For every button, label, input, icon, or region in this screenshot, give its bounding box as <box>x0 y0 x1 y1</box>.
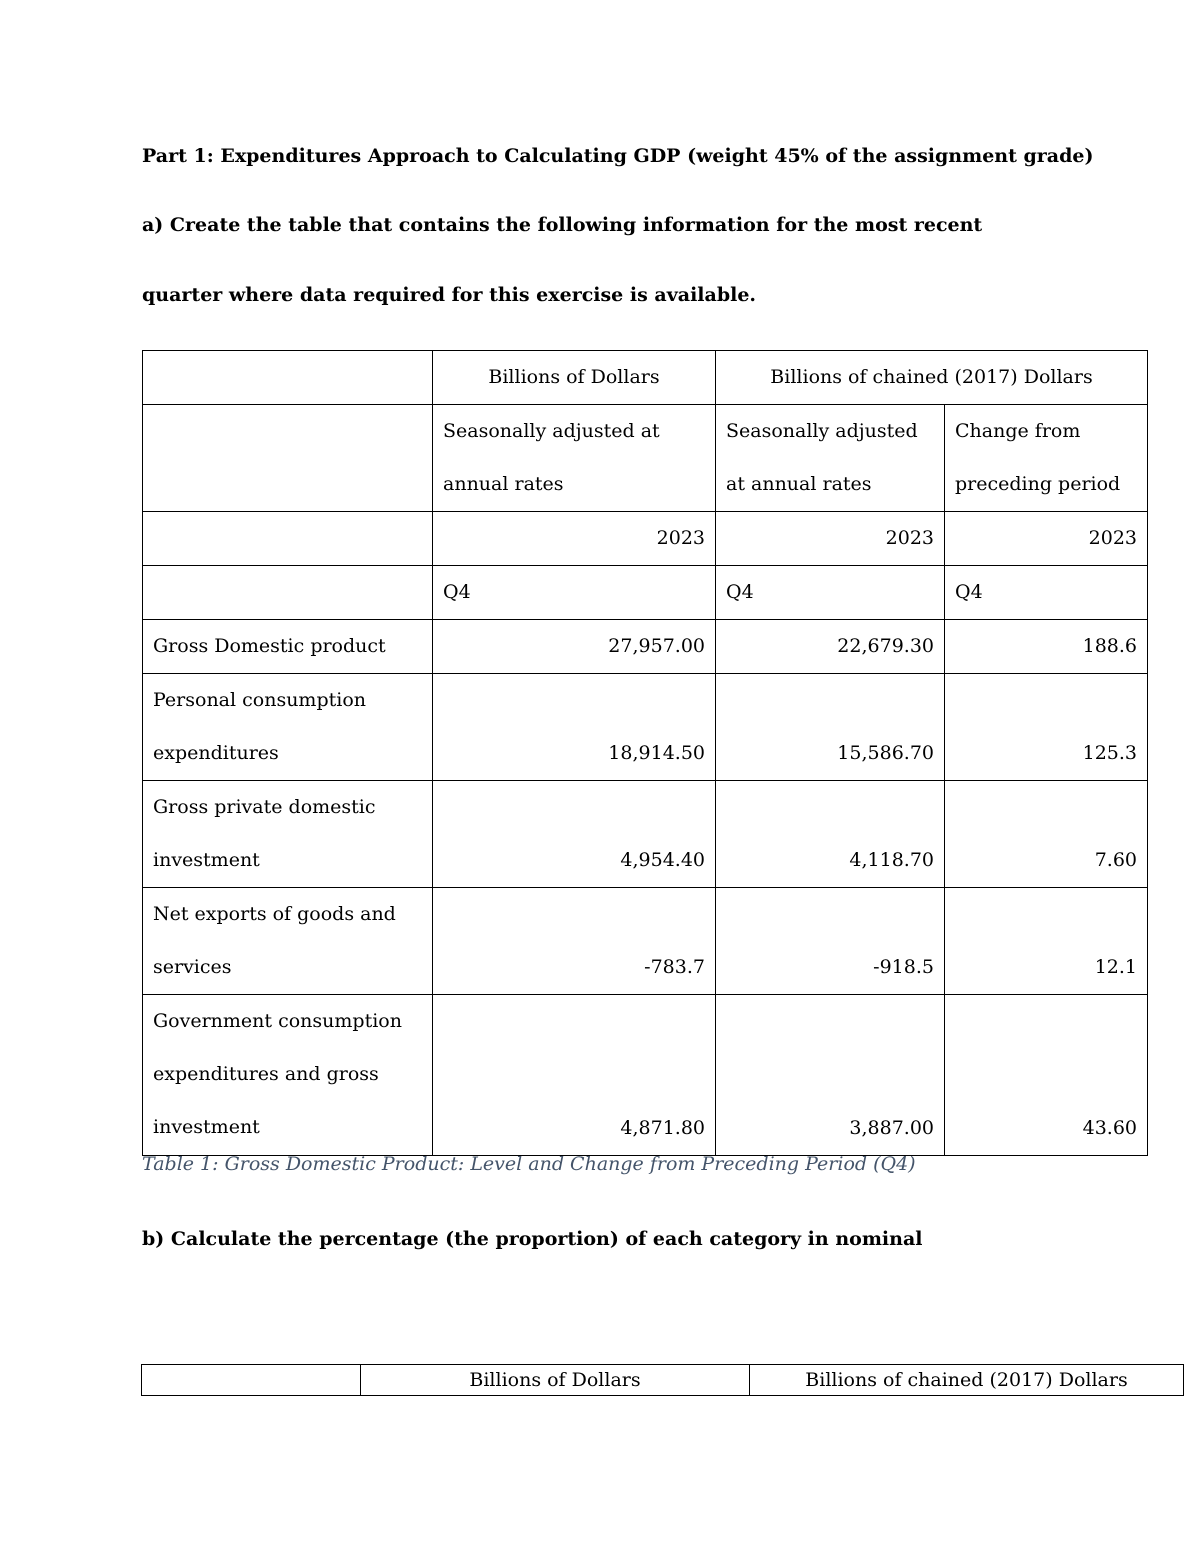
header-change-sub: Change from preceding period <box>945 405 1148 512</box>
header-real-group: Billions of chained (2017) Dollars <box>716 351 1148 405</box>
real-value: 15,586.70 <box>716 674 945 781</box>
change-value: 7.60 <box>945 781 1148 888</box>
part1-heading: Part 1: Expenditures Approach to Calculating GDP (weight 45% of the assignment grade) <box>142 145 1094 167</box>
nominal-value: 27,957.00 <box>433 620 716 674</box>
header-row-quarter <box>143 566 1148 620</box>
empty-cell <box>143 566 433 620</box>
quarter-cell: Q4 <box>716 566 945 620</box>
header-row-subheads <box>143 405 1148 512</box>
nominal-value: 4,871.80 <box>433 995 716 1156</box>
change-value: 125.3 <box>945 674 1148 781</box>
real-value: 3,887.00 <box>716 995 945 1156</box>
empty-cell <box>142 1365 361 1396</box>
empty-cell <box>143 512 433 566</box>
header-real-sub: Seasonally adjusted at annual rates <box>716 405 945 512</box>
row-label: Gross Domestic product <box>143 620 433 674</box>
empty-cell <box>143 405 433 512</box>
change-value: 43.60 <box>945 995 1148 1156</box>
header-row-year <box>143 512 1148 566</box>
nominal-value: 4,954.40 <box>433 781 716 888</box>
header-nominal-sub: Seasonally adjusted at annual rates <box>433 405 716 512</box>
table-row <box>143 781 1148 888</box>
empty-cell <box>143 351 433 405</box>
row-label: Government consumption expenditures and gross investment <box>143 995 433 1156</box>
table-row <box>143 674 1148 781</box>
proportion-table <box>141 1364 1184 1396</box>
real-value: 4,118.70 <box>716 781 945 888</box>
row-label: Net exports of goods and services <box>143 888 433 995</box>
nominal-value: -783.7 <box>433 888 716 995</box>
nominal-value: 18,914.50 <box>433 674 716 781</box>
header-row-groups <box>142 1365 1184 1396</box>
year-cell: 2023 <box>945 512 1148 566</box>
row-label: Gross private domestic investment <box>143 781 433 888</box>
quarter-cell: Q4 <box>433 566 716 620</box>
header-row-groups <box>143 351 1148 405</box>
real-value: -918.5 <box>716 888 945 995</box>
header-nominal-group: Billions of Dollars <box>361 1365 750 1396</box>
question-b-line1: b) Calculate the percentage (the proportion) of each category in nominal <box>142 1228 923 1250</box>
question-a-line1: a) Create the table that contains the following information for the most recent <box>142 214 983 236</box>
header-real-group: Billions of chained (2017) Dollars <box>750 1365 1184 1396</box>
table-caption: Table 1: Gross Domestic Product: Level and Change from Preceding Period (Q4) <box>142 1153 916 1175</box>
table-row <box>143 620 1148 674</box>
row-label: Personal consumption expenditures <box>143 674 433 781</box>
table-row <box>143 888 1148 995</box>
year-cell: 2023 <box>716 512 945 566</box>
change-value: 12.1 <box>945 888 1148 995</box>
table-row <box>143 995 1148 1156</box>
quarter-cell: Q4 <box>945 566 1148 620</box>
question-a-line2: quarter where data required for this exercise is available. <box>142 284 757 306</box>
year-cell: 2023 <box>433 512 716 566</box>
header-nominal-group: Billions of Dollars <box>433 351 716 405</box>
change-value: 188.6 <box>945 620 1148 674</box>
real-value: 22,679.30 <box>716 620 945 674</box>
gdp-table <box>142 350 1148 1156</box>
